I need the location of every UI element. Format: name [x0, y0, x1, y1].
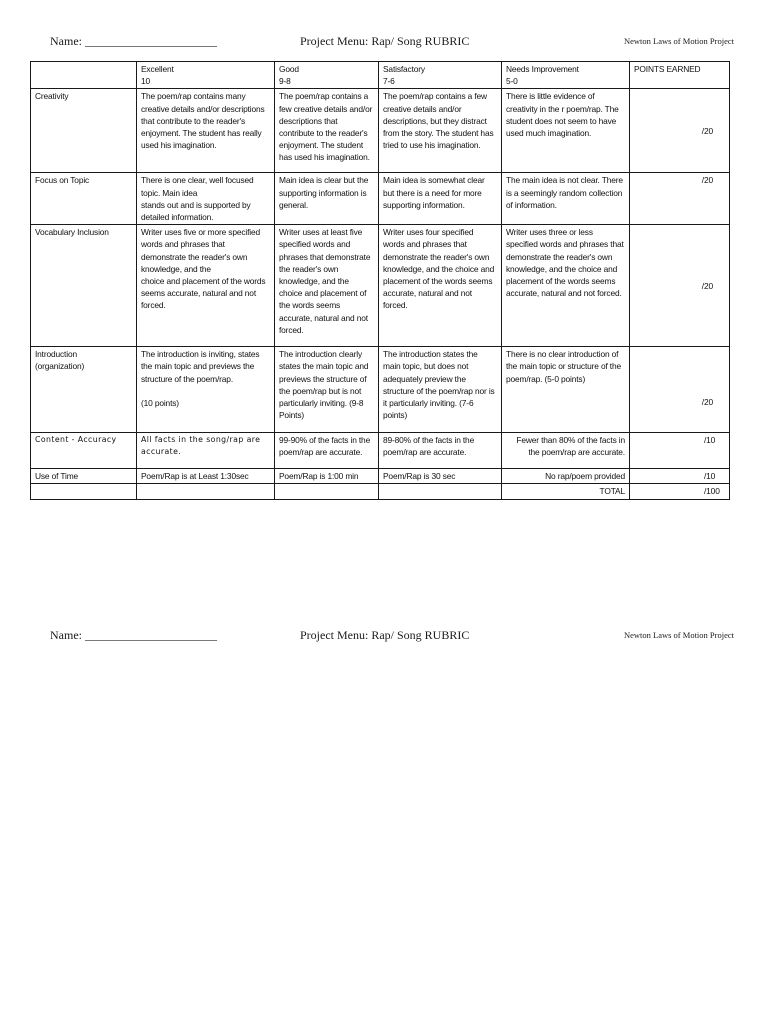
page-header-second	[30, 628, 736, 644]
header-cell-blank	[31, 62, 137, 89]
excellent-cell: The poem/rap contains many creative details and/or descriptions that contribute to the reader's enjoyment. The student has really used his imagination.	[137, 89, 275, 173]
table-row	[31, 173, 730, 225]
empty-cell	[275, 484, 379, 499]
excellent-cell: Poem/Rap is at Least 1:30sec	[137, 469, 275, 484]
project-name: Newton Laws of Motion Project	[623, 36, 734, 46]
name-field-label: Name: ______________________	[50, 34, 217, 48]
table-row	[31, 469, 730, 484]
header-cell-points-earned: POINTS EARNED	[630, 62, 730, 89]
good-cell: Writer uses at least five specified words and phrases that demonstrate the reader's own knowledge, and the choice and placement of the words seems accurate, natural and not forced.	[275, 225, 379, 347]
points-value: /20	[701, 175, 713, 186]
table-row	[31, 225, 730, 347]
needs-improvement-cell: There is no clear introduction of the main topic or structure of the poem/rap. (5-0 points)	[502, 347, 630, 433]
satisfactory-cell: 89-80% of the facts in the poem/rap are accurate.	[379, 433, 502, 469]
points-value: /10	[704, 435, 716, 446]
project-name: Newton Laws of Motion Project	[623, 630, 734, 640]
good-cell: 99-90% of the facts in the poem/rap are accurate.	[275, 433, 379, 469]
points-value: /20	[701, 280, 713, 291]
criterion-cell: Vocabulary Inclusion	[31, 225, 137, 347]
total-row	[31, 484, 730, 499]
table-row	[31, 89, 730, 173]
needs-improvement-cell: No rap/poem provided	[502, 469, 630, 484]
rubric-table	[30, 61, 730, 500]
points-cell	[630, 469, 730, 484]
table-header-row	[31, 62, 730, 89]
good-cell: The introduction clearly states the main topic and previews the structure of the poem/rap but is not particularly inviting. (9-8 Points)	[275, 347, 379, 433]
header-cell-good: Good 9-8	[275, 62, 379, 89]
satisfactory-cell: Writer uses four specified words and phrases that demonstrate the reader's own knowledge, and the choice and placement of the words seems accurate, natural and not forced.	[379, 225, 502, 347]
empty-cell	[31, 484, 137, 499]
good-cell: The poem/rap contains a few creative details and/or descriptions that contribute to the reader's enjoyment. The student has used his imagination.	[275, 89, 379, 173]
needs-improvement-cell: There is little evidence of creativity in the r poem/rap. The student does not seem to have used much imagination.	[502, 89, 630, 173]
header-cell-needs-improvement: Needs Improvement 5-0	[502, 62, 630, 89]
criterion-cell: Creativity	[31, 89, 137, 173]
total-points-value: /100	[704, 486, 720, 497]
header-cell-satisfactory: Satisfactory 7-6	[379, 62, 502, 89]
points-cell	[630, 433, 730, 469]
needs-improvement-cell: Fewer than 80% of the facts in the poem/rap are accurate.	[502, 433, 630, 469]
excellent-cell: The introduction is inviting, states the main topic and previews the structure of the poem/rap. (10 points)	[137, 347, 275, 433]
excellent-cell: All facts in the song/rap are accurate.	[137, 433, 275, 469]
satisfactory-cell: Poem/Rap is 30 sec	[379, 469, 502, 484]
satisfactory-cell: Main idea is somewhat clear but there is a need for more supporting information.	[379, 173, 502, 225]
good-cell: Poem/Rap is 1:00 min	[275, 469, 379, 484]
page-header	[30, 34, 736, 50]
satisfactory-cell: The poem/rap contains a few creative details and/or descriptions, but they distract from the story. The student has tried to use his imagination.	[379, 89, 502, 173]
points-value: /20	[701, 125, 713, 136]
points-value: /20	[701, 397, 713, 408]
good-cell: Main idea is clear but the supporting information is general.	[275, 173, 379, 225]
table-row	[31, 347, 730, 433]
criterion-cell: Focus on Topic	[31, 173, 137, 225]
points-cell	[630, 225, 730, 347]
needs-improvement-cell: Writer uses three or less specified words and phrases that demonstrate the reader's own knowledge, and the choice and placement of the words seems accurate, natural and not forced.	[502, 225, 630, 347]
excellent-cell: Writer uses five or more specified words and phrases that demonstrate the reader's own knowledge, and the choice and placement of the words seems accurate, natural and not forced.	[137, 225, 275, 347]
points-cell	[630, 173, 730, 225]
satisfactory-cell: The introduction states the main topic, but does not adequately preview the structure of the poem/rap nor is it particularly inviting. (7-6 points)	[379, 347, 502, 433]
needs-improvement-cell: The main idea is not clear. There is a seemingly random collection of information.	[502, 173, 630, 225]
rubric-title: Project Menu: Rap/ Song RUBRIC	[300, 34, 470, 48]
excellent-cell: There is one clear, well focused topic. Main idea stands out and is supported by detailed information.	[137, 173, 275, 225]
points-value: /10	[704, 471, 716, 482]
total-label: TOTAL	[502, 484, 630, 499]
points-cell	[630, 89, 730, 173]
criterion-cell: Use of Time	[31, 469, 137, 484]
rubric-title: Project Menu: Rap/ Song RUBRIC	[300, 628, 470, 642]
table-row	[31, 433, 730, 469]
criterion-cell: Content - Accuracy	[31, 433, 137, 469]
header-cell-excellent: Excellent 10	[137, 62, 275, 89]
empty-cell	[137, 484, 275, 499]
criterion-cell: Introduction (organization)	[31, 347, 137, 433]
points-cell	[630, 347, 730, 433]
total-points	[630, 484, 730, 499]
name-field-label: Name: ______________________	[50, 628, 217, 642]
empty-cell	[379, 484, 502, 499]
